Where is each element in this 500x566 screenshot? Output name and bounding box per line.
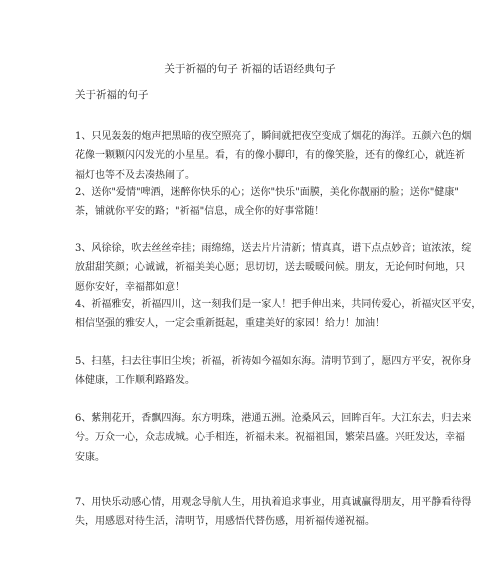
paragraph-line: 2、送你"爱情"啤酒，迷醉你快乐的心；送你"快乐"面膜，美化你靓丽的脸；送你"健康" — [75, 187, 459, 198]
paragraph-line: 6、紫荆花开，香飘四海。东方明珠，港通五洲。沧桑风云，回眸百年。大江东去，归去来 — [75, 413, 472, 424]
paragraph-5 — [75, 352, 472, 391]
paragraph-2 — [75, 183, 459, 222]
paragraph-4 — [75, 295, 482, 334]
paragraph-6 — [75, 409, 472, 467]
paragraph-line: 4、祈福雅安，祈福四川，这一刻我们是一家人！把手伸出来，共同传爱心，祈福灾区平安， — [75, 299, 482, 310]
paragraph-line: 花像一颗颗闪闪发光的小星星。看，有的像小脚印，有的像笑脸，还有的像红心，就连祈 — [75, 150, 465, 162]
paragraph-line: 相信坚强的雅安人，一定会重新挺起，重建美好的家园！给力！加油！ — [75, 318, 385, 330]
paragraph-line: 兮。万众一心，众志成城。心手相连，祈福未来。祝福祖国，繁荣昌盛。兴旺发达，幸福 — [75, 432, 465, 444]
paragraph-line: 愿你安好，幸福都如意！ — [75, 281, 185, 293]
paragraph-line: 安康。 — [75, 451, 105, 463]
paragraph-line: 3、风徐徐，吹去丝丝牵挂；雨绵绵，送去片片清新；情真真，谱下点点妙音；谊浓浓，绽 — [75, 243, 472, 254]
paragraph-line: 体健康，工作顺利路路发。 — [75, 375, 195, 387]
paragraph-line: 5、扫墓，扫去往事旧尘埃；祈福，祈祷如今福如东海。清明节到了，愿四方平安，祝你身 — [75, 356, 472, 367]
document-title: 关于祈福的句子 祈福的话语经典句子 — [164, 63, 336, 75]
paragraph-7 — [75, 493, 472, 532]
paragraph-line: 7、用快乐动感心情，用观念导航人生，用执着追求事业，用真诚赢得朋友，用平静看待得 — [75, 497, 472, 508]
paragraph-line: 福灯也等不及去凑热闹了。 — [75, 169, 195, 181]
paragraph-line: 放甜甜笑颜；心诚诚，祈福美美心愿；思切切，送去暖暖问候。朋友，无论何时何地，只 — [75, 262, 465, 274]
paragraph-line: 失，用感恩对待生活，清明节，用感悟代替伤感，用祈福传递祝福。 — [75, 516, 375, 528]
document-subtitle: 关于祈福的句子 — [75, 89, 149, 101]
paragraph-3 — [75, 239, 472, 297]
paragraph-line: 1、只见轰轰的炮声把黑暗的夜空照亮了，瞬间就把夜空变成了烟花的海洋。五颜六色的烟 — [75, 131, 472, 142]
paragraph-1 — [75, 127, 472, 185]
paragraph-line: 茶，铺就你平安的路；"祈福"信息，成全你的好事常随！ — [75, 206, 325, 218]
